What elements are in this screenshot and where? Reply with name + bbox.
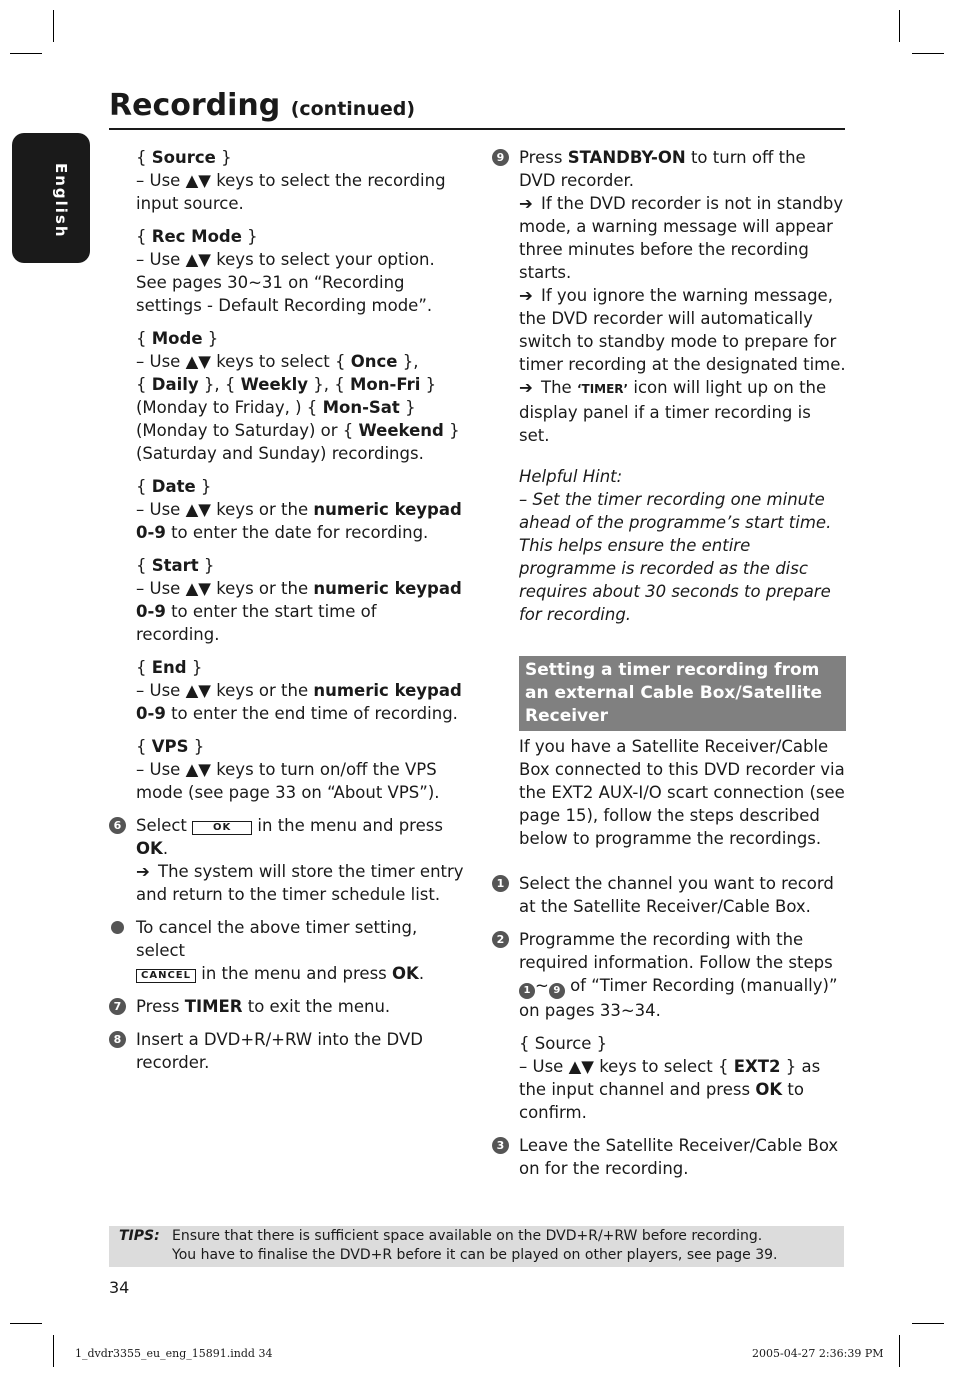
cancel-note: To cancel the above timer setting, select CANCEL in the menu and press OK.	[109, 916, 464, 985]
vps-option: { VPS } – Use ▲▼ keys to turn on/off the VPS mode (see page 33 on “About VPS”).	[136, 737, 440, 802]
recmode-option: { Rec Mode } – Use ▲▼ keys to select your option. See pages 30~31 on “Recording settings - Default Recording mode”.	[136, 227, 435, 315]
footer-timestamp: 2005-04-27 2:36:39 PM	[752, 1347, 884, 1360]
tips-text: Ensure that there is sufficient space available on the DVD+R/+RW before recording. You have to finalise the DVD+R before it can be played on other players, see page 39.	[172, 1228, 778, 1263]
ext-source-option: { Source } – Use ▲▼ keys to select { EXT2 } as the input channel and press OK to confirm.	[519, 1034, 821, 1122]
step-8: 8 Insert a DVD+R/+RW into the DVD recorder.	[109, 1028, 464, 1074]
date-option: { Date } – Use ▲▼ keys or the numeric keypad 0-9 to enter the date for recording.	[136, 477, 462, 542]
ext-step-2: 2 Programme the recording with the required information. Follow the steps 1 ~ 9 of “Timer Recording (manually)” on pages 33~34.	[492, 928, 846, 1022]
crop-mark	[10, 1323, 42, 1324]
tips-label: TIPS:	[119, 1228, 160, 1244]
step-number-icon: 8	[109, 1031, 126, 1048]
start-option: { Start } – Use ▲▼ keys or the numeric keypad 0-9 to enter the start time of recording.	[136, 556, 462, 644]
ok-button-icon: OK	[192, 821, 252, 835]
hint-text: – Set the timer recording one minute ahead of the programme’s start time. This helps ensure the entire programme is recorded as the disc requires about 30 seconds to prepare for recording.	[519, 490, 832, 624]
crop-mark	[912, 1323, 944, 1324]
crop-mark	[899, 1335, 900, 1367]
bullet-icon	[111, 921, 124, 934]
page-subtitle: (continued)	[290, 98, 416, 120]
page-number: 34	[109, 1278, 130, 1297]
crop-mark	[899, 10, 900, 42]
cancel-button-icon: CANCEL	[136, 969, 196, 983]
step-number-icon: 2	[492, 931, 509, 948]
language-tab: English	[12, 133, 90, 263]
step-9: 9 Press STANDBY-ON to turn off the DVD recorder. ➔ If the DVD recorder is not in standby mode, a warning message will appear three minutes before the recording starts. ➔ If you ignore the warning message, the DVD recorder will automatically switch to standby mode to prepare for timer recording at the designated time. ➔ The ‘TIMER’ icon will light up on the display panel if a timer recording is set.	[492, 146, 846, 447]
step-7: 7 Press TIMER to exit the menu.	[109, 995, 464, 1018]
tips-box	[109, 1226, 844, 1267]
step-number-icon: 3	[492, 1137, 509, 1154]
step-number-icon: 1	[492, 875, 509, 892]
result-arrow-icon: ➔	[136, 862, 150, 881]
step-ref-icon: 9	[549, 983, 565, 999]
step-number-icon: 6	[109, 817, 126, 834]
crop-mark	[53, 1335, 54, 1367]
end-option: { End } – Use ▲▼ keys or the numeric keypad 0-9 to enter the end time of recording.	[136, 658, 462, 723]
result-arrow-icon: ➔	[519, 194, 533, 213]
crop-mark	[912, 53, 944, 54]
hint-title: Helpful Hint:	[519, 467, 623, 486]
section-banner: Setting a timer recording from an external Cable Box/Satellite Receiver	[519, 656, 846, 731]
page-title: Recording (continued)	[109, 88, 416, 123]
footer-file: 1_dvdr3355_eu_eng_15891.indd 34	[75, 1347, 273, 1360]
step-6: 6 Select OK in the menu and press OK. ➔ The system will store the timer entry and return to the timer schedule list.	[109, 814, 464, 906]
result-arrow-icon: ➔	[519, 378, 533, 397]
result-arrow-icon: ➔	[519, 286, 533, 305]
crop-mark	[10, 53, 42, 54]
step-ref-icon: 1	[519, 983, 535, 999]
mode-option: { Mode } – Use ▲▼ keys to select { Once }, { Daily }, { Weekly }, { Mon-Fri } (Monday to Friday, ) { Mon-Sat } (Monday to Saturday) or { Weekend } (Saturday and Sunday) recordings.	[136, 329, 460, 463]
step-number-icon: 9	[492, 149, 509, 166]
source-option: { Source } – Use ▲▼ keys to select the recording input source.	[136, 148, 446, 213]
left-column	[109, 146, 464, 1084]
section-intro: If you have a Satellite Receiver/Cable Box connected to this DVD recorder via the EXT2 AUX-I/O scart connection (see page 15), follow the steps described below to programme the recordings.	[519, 737, 845, 848]
step-number-icon: 7	[109, 998, 126, 1015]
ext-step-3: 3 Leave the Satellite Receiver/Cable Box on for the recording.	[492, 1134, 846, 1180]
crop-mark	[53, 10, 54, 42]
right-column	[492, 146, 846, 1190]
ext-step-1: 1 Select the channel you want to record at the Satellite Receiver/Cable Box.	[492, 872, 846, 918]
title-rule	[109, 128, 845, 130]
